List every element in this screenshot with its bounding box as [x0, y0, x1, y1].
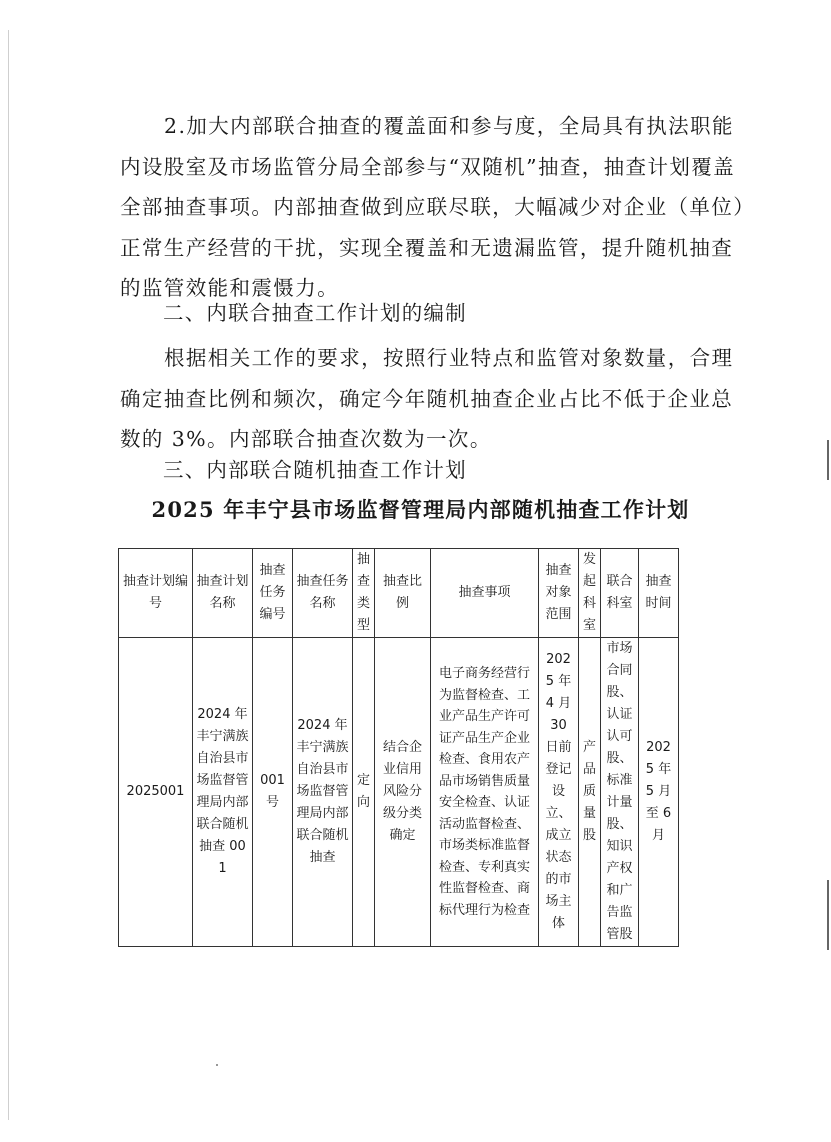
header-type: 抽查类型: [353, 549, 375, 638]
header-ratio: 抽查比例: [375, 549, 431, 638]
cell-plan-no: 2025001: [119, 638, 193, 947]
cell-task-name: 2024 年丰宁满族自治县市场监督管理局内部联合随机抽查: [293, 638, 353, 947]
cell-type: 定向: [353, 638, 375, 947]
header-items: 抽查事项: [431, 549, 539, 638]
section-heading-plan-compilation: 二、内联合抽查工作计划的编制: [163, 301, 467, 325]
page-edge-line: [8, 30, 9, 1120]
cell-scope: 2025 年 4 月 30 日前登记设立、成立状态的市场主体: [539, 638, 579, 947]
header-scope: 抽查对象范围: [539, 549, 579, 638]
header-time: 抽查时间: [639, 549, 679, 638]
cell-dept: 产品质量股: [579, 638, 601, 947]
scan-speck: [216, 1064, 218, 1066]
cell-task-no: 001 号: [253, 638, 293, 947]
header-plan-name: 抽查计划名称: [193, 549, 253, 638]
paragraph-expand-coverage: 2.加大内部联合抽查的覆盖面和参与度，全局具有执法职能内设股室及市场监管分局全部参与“双随机”抽查，抽查计划覆盖全部抽查事项。内部抽查做到应联尽联，大幅减少对企业（单位）正常生产经营的干扰，实现全覆盖和无遗漏监管，提升随机抽查的监管效能和震慑力。: [120, 114, 745, 300]
cell-ratio: 结合企业信用风险分级分类确定: [375, 638, 431, 947]
scan-edge-mark: [827, 880, 829, 950]
cell-plan-name: 2024 年丰宁满族自治县市场监督管理局内部联合随机抽查 001: [193, 638, 253, 947]
header-joint: 联合科室: [601, 549, 639, 638]
cell-joint: 市场合同股、认证认可股、标准计量股、知识产权和广告监管股: [601, 638, 639, 947]
scan-edge-mark: [827, 440, 829, 480]
table-row: [119, 638, 679, 947]
cell-time: 2025 年 5 月至 6 月: [639, 638, 679, 947]
cell-items: 电子商务经营行为监督检查、工业产品生产许可证产品生产企业检查、食用农产品市场销售质量安全检查、认证活动监督检查、市场类标准监督检查、专利真实性监督检查、商标代理行为检查: [431, 638, 539, 947]
header-dept: 发起科室: [579, 549, 601, 638]
header-task-name: 抽查任务名称: [293, 549, 353, 638]
inspection-plan-table: [118, 548, 679, 947]
table-header-row: [119, 549, 679, 638]
header-plan-no: 抽查计划编号: [119, 549, 193, 638]
paragraph-plan-compilation: 根据相关工作的要求，按照行业特点和监管对象数量，合理确定抽查比例和频次，确定今年随机抽查企业占比不低于企业总数的 3%。内部联合抽查次数为一次。: [120, 346, 734, 451]
table-title: 2025 年丰宁县市场监督管理局内部随机抽查工作计划: [151, 497, 690, 522]
section-heading-joint-inspection-plan: 三、内部联合随机抽查工作计划: [163, 458, 467, 482]
header-task-no: 抽查任务编号: [253, 549, 293, 638]
